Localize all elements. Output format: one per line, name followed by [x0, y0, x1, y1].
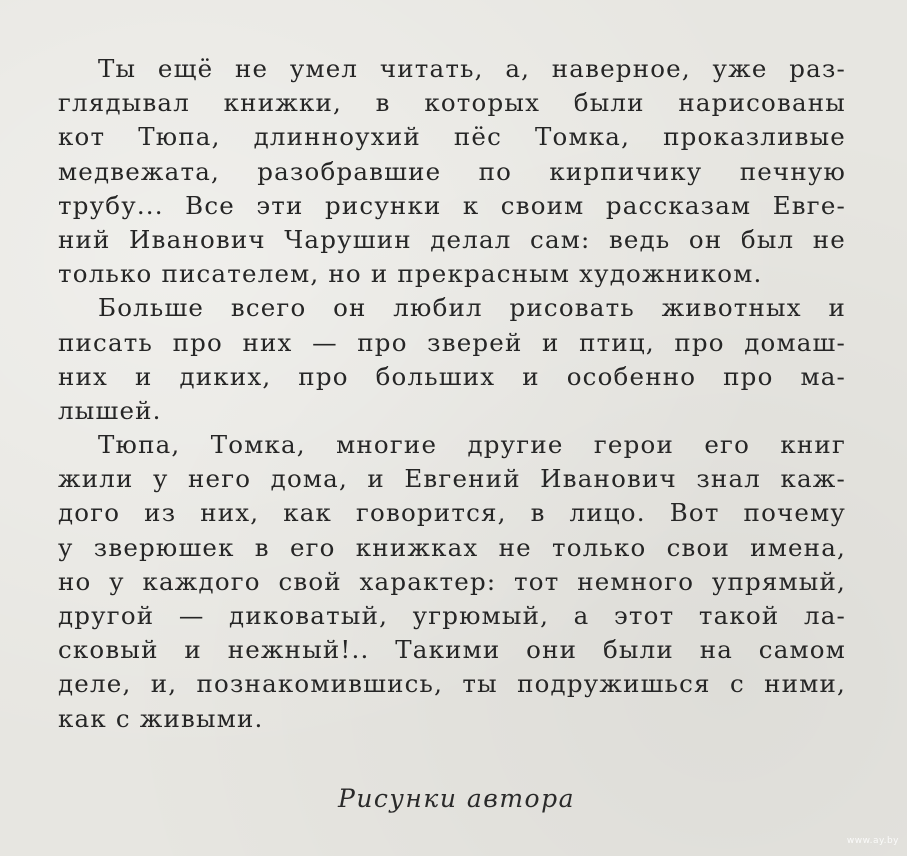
text-line: деле, и, познакомившись, ты подружишься с ними, [58, 669, 846, 699]
text-line: глядывал книжки, в которых были нарисованы [58, 88, 846, 118]
text-line: медвежата, разобравшие по кирпичику печную [58, 156, 846, 186]
text-line: дого из них, как говорится, в лицо. Вот почему [58, 498, 846, 528]
illustrations-caption: Рисунки автора [338, 784, 575, 813]
watermark: www.ay.by [846, 836, 899, 846]
text-line: трубу... Все эти рисунки к своим рассказам Евге- [58, 190, 846, 220]
text-line: у зверюшек в его книжках не только свои имена, [58, 532, 846, 562]
text-line: как с живыми. [58, 703, 264, 733]
text-line: жили у него дома, и Евгений Иванович знал каж- [58, 464, 846, 494]
text-line: лышей. [58, 395, 162, 425]
text-line: сковый и нежный!.. Такими они были на самом [58, 635, 846, 665]
text-line: кот Тюпа, длинноухий пёс Томка, проказливые [58, 122, 846, 152]
text-line: только писателем, но и прекрасным художником. [58, 259, 763, 289]
text-line: ний Иванович Чарушин делал сам: ведь он был не [58, 224, 846, 254]
text-line: но у каждого свой характер: тот немного упрямый, [58, 566, 846, 596]
text-line: них и диких, про больших и особенно про ма- [58, 361, 846, 391]
text-line: Больше всего он любил рисовать животных и [98, 293, 846, 323]
text-line: писать про них — про зверей и птиц, про домаш- [58, 327, 846, 357]
text-line: другой — диковатый, угрюмый, а этот такой ла- [58, 601, 846, 630]
body-text [58, 52, 846, 736]
text-line: Ты ещё не умел читать, а, наверное, уже раз- [98, 54, 846, 83]
text-line: Тюпа, Томка, многие другие герои его книг [98, 430, 846, 460]
